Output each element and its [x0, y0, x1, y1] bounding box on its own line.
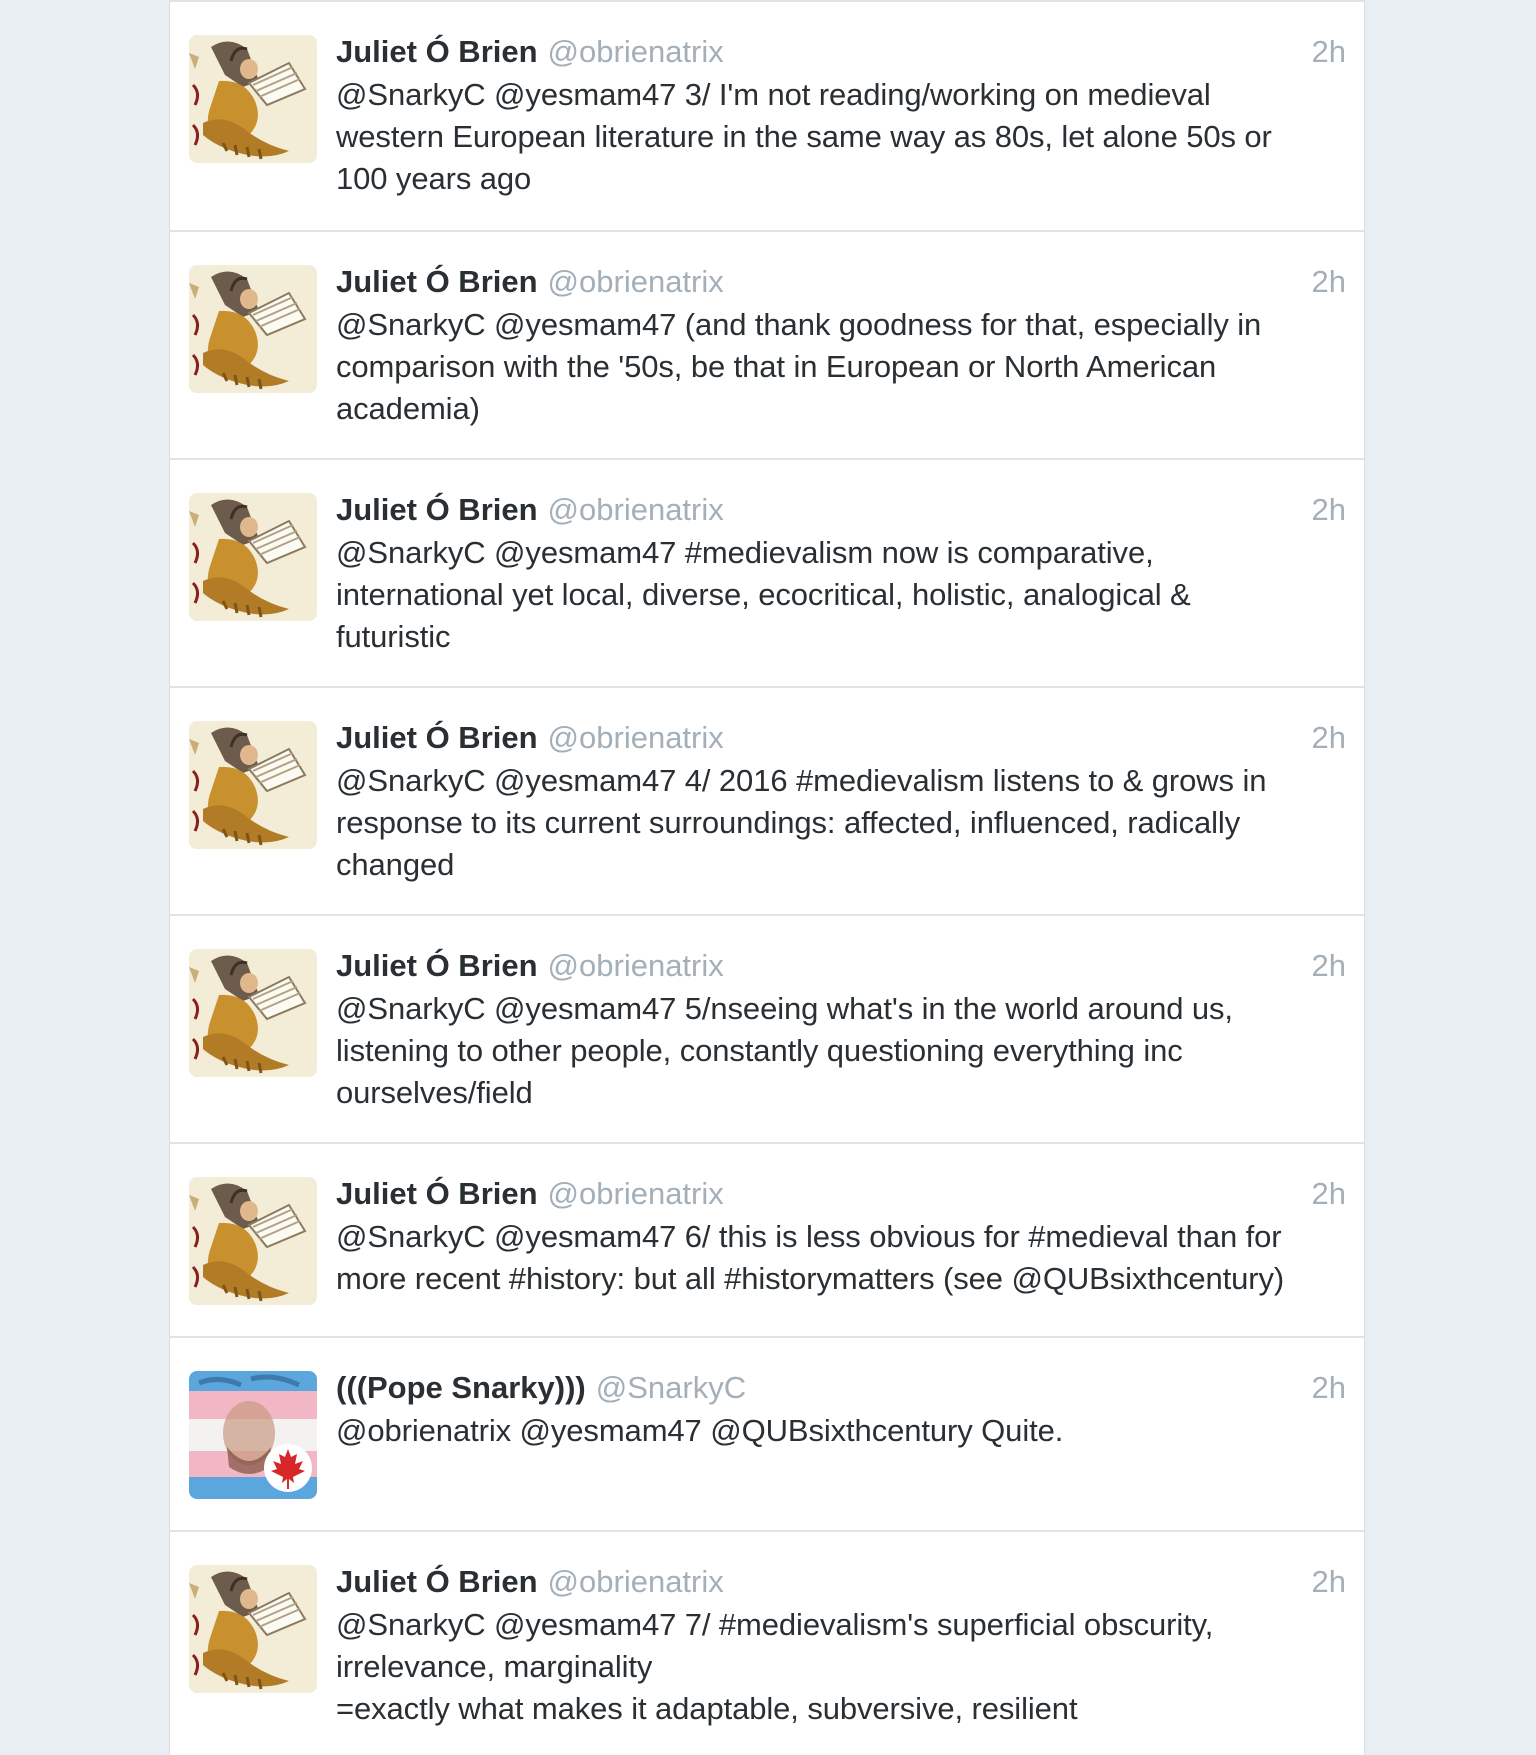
tweet-item[interactable]	[170, 686, 1364, 914]
tweet-author-name[interactable]: Juliet Ó Brien	[336, 492, 538, 527]
tweet-item[interactable]	[170, 1530, 1364, 1755]
tweet-item[interactable]	[170, 1142, 1364, 1336]
tweet-timestamp[interactable]: 2h	[1311, 1176, 1346, 1211]
tweet-item[interactable]	[170, 458, 1364, 686]
tweet-author-handle[interactable]: @obrienatrix	[547, 34, 724, 69]
tweet-timestamp[interactable]: 2h	[1311, 948, 1346, 983]
tweet-author-handle[interactable]: @obrienatrix	[547, 1176, 724, 1211]
tweet-author-handle[interactable]: @obrienatrix	[547, 264, 724, 299]
tweet-item[interactable]	[170, 0, 1364, 230]
tweet-text: @obrienatrix @yesmam47 @QUBsixthcentury Quite.	[336, 1413, 1064, 1448]
tweet-item[interactable]	[170, 1336, 1364, 1530]
tweet-text: @SnarkyC @yesmam47 (and thank goodness for that, especially in comparison with the '50s, be that in European or North American academia)	[336, 307, 1262, 426]
tweet-author-handle[interactable]: @SnarkyC	[595, 1370, 747, 1405]
maple-leaf-flag-icon[interactable]	[189, 1371, 317, 1499]
monk-reading-icon[interactable]	[189, 35, 317, 163]
tweet-item[interactable]	[170, 230, 1364, 458]
tweet-author-name[interactable]: Juliet Ó Brien	[336, 1176, 538, 1211]
tweet-author-name[interactable]: Juliet Ó Brien	[336, 720, 538, 755]
tweet-timestamp[interactable]: 2h	[1311, 264, 1346, 299]
tweet-author-handle[interactable]: @obrienatrix	[547, 720, 724, 755]
monk-reading-icon[interactable]	[189, 265, 317, 393]
tweet-timestamp[interactable]: 2h	[1311, 1564, 1346, 1599]
tweet-author-handle[interactable]: @obrienatrix	[547, 1564, 724, 1599]
monk-reading-icon[interactable]	[189, 721, 317, 849]
tweet-text: @SnarkyC @yesmam47 7/ #medievalism's superficial obscurity, irrelevance, marginality =exactly what makes it adaptable, subversive, resilient	[336, 1607, 1214, 1726]
tweet-author-name[interactable]: Juliet Ó Brien	[336, 1564, 538, 1599]
tweet-timestamp[interactable]: 2h	[1311, 720, 1346, 755]
monk-reading-icon[interactable]	[189, 1177, 317, 1305]
tweet-author-handle[interactable]: @obrienatrix	[547, 492, 724, 527]
tweet-timeline	[169, 0, 1365, 1755]
tweet-timestamp[interactable]: 2h	[1311, 492, 1346, 527]
tweet-author-name[interactable]: Juliet Ó Brien	[336, 34, 538, 69]
tweet-author-name[interactable]: Juliet Ó Brien	[336, 948, 538, 983]
monk-reading-icon[interactable]	[189, 493, 317, 621]
tweet-text: @SnarkyC @yesmam47 #medievalism now is comparative, international yet local, diverse, ecocritical, holistic, analogical & futuristic	[336, 535, 1191, 654]
tweet-author-name[interactable]: (((Pope Snarky)))	[336, 1370, 586, 1405]
tweet-text: @SnarkyC @yesmam47 4/ 2016 #medievalism listens to & grows in response to its current surroundings: affected, influenced, radically changed	[336, 763, 1267, 882]
monk-reading-icon[interactable]	[189, 1565, 317, 1693]
tweet-author-handle[interactable]: @obrienatrix	[547, 948, 724, 983]
tweet-text: @SnarkyC @yesmam47 5/nseeing what's in the world around us, listening to other people, constantly questioning everything inc ourselves/field	[336, 991, 1233, 1110]
tweet-text: @SnarkyC @yesmam47 3/ I'm not reading/working on medieval western European literature in the same way as 80s, let alone 50s or 100 years ago	[336, 77, 1272, 196]
tweet-item[interactable]	[170, 914, 1364, 1142]
tweet-author-name[interactable]: Juliet Ó Brien	[336, 264, 538, 299]
tweet-text: @SnarkyC @yesmam47 6/ this is less obvious for #medieval than for more recent #history: but all #historymatters (see @QUBsixthcentury)	[336, 1219, 1285, 1296]
monk-reading-icon[interactable]	[189, 949, 317, 1077]
tweet-timestamp[interactable]: 2h	[1311, 34, 1346, 69]
tweet-timestamp[interactable]: 2h	[1311, 1370, 1346, 1405]
